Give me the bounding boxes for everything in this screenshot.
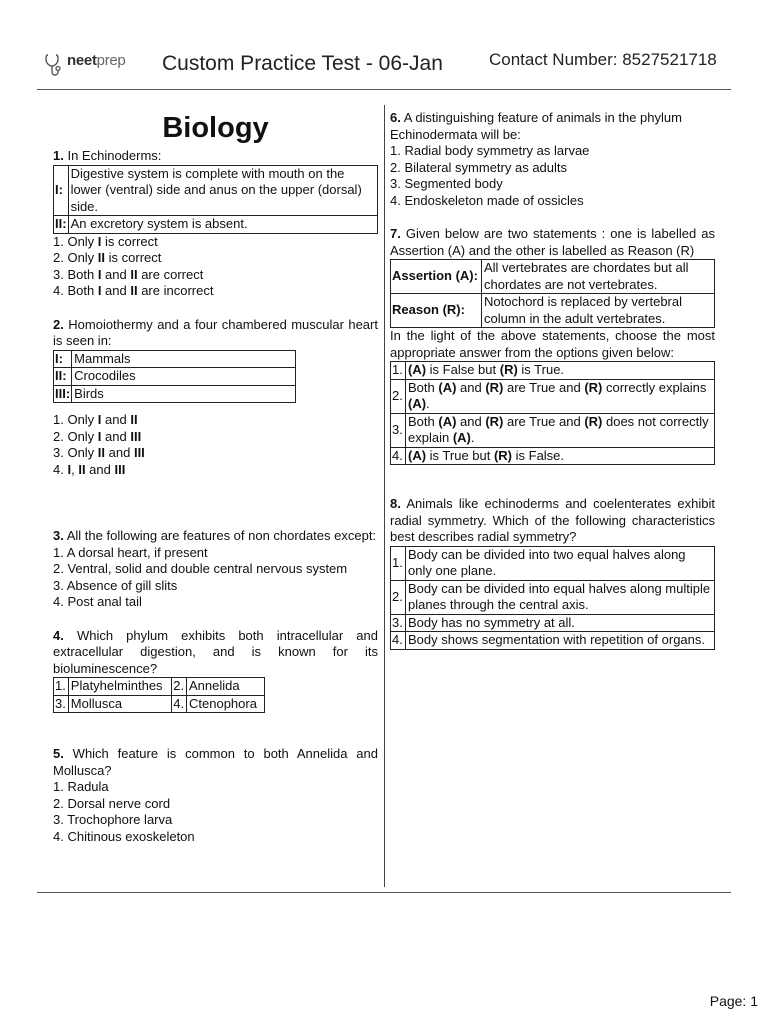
- option-4: 4. (A) is True but (R) is False.: [391, 447, 715, 465]
- question-number: 1.: [53, 148, 64, 163]
- option-grid: [53, 677, 265, 713]
- statement-text: Digestive system is complete with mouth on the lower (ventral) side and anus on the upper (dorsal) side.: [68, 165, 377, 216]
- question-number: 7.: [390, 226, 401, 241]
- statement-table: [53, 350, 296, 404]
- option-4: 4. Chitinous exoskeleton: [53, 828, 195, 844]
- question-1: [53, 148, 378, 300]
- option-4: 4. I, II and III: [53, 461, 126, 477]
- answer-options-table: [390, 361, 715, 465]
- table-row: Assertion (A): All vertebrates are chordates but all chordates are not vertebrates.: [391, 260, 715, 294]
- question-text: Animals like echinoderms and coelenterates exhibit radial symmetry. Which of the following characteristics best describes radial symmetry?: [390, 496, 715, 544]
- option-2: 2. Only II is correct: [53, 250, 162, 265]
- option-3: 3. Only II and III: [53, 445, 145, 460]
- option-1: 1. Radula: [53, 779, 109, 794]
- option-2: 2. Dorsal nerve cord: [53, 795, 171, 811]
- stethoscope-icon: [44, 53, 66, 79]
- question-4: [53, 628, 378, 714]
- question-number: 2.: [53, 316, 64, 332]
- logo-prep: prep: [96, 52, 126, 69]
- table-row: [54, 165, 378, 216]
- question-number: 3.: [53, 528, 64, 543]
- contact-number: Contact Number: 8527521718: [489, 50, 717, 69]
- neetprep-logo: [44, 53, 125, 79]
- option-2: 2. Only I and III: [53, 428, 142, 444]
- page-header: [0, 0, 768, 92]
- option-4: 4. Endoskeleton made of ossicles: [390, 192, 584, 208]
- option-3: 3. Trochophore larva: [53, 812, 173, 827]
- option-2: 2. Both (A) and (R) are True and (R) correctly explains (A).: [391, 379, 715, 413]
- answer-options-table: [390, 546, 715, 650]
- question-text: Which phylum exhibits both intracellular and extracellular digestion, and is known for its bioluminescence?: [53, 627, 378, 676]
- question-text: In Echinoderms:: [67, 148, 162, 163]
- question-5: [53, 746, 378, 845]
- option-1: 1. A dorsal heart, if present: [53, 544, 208, 560]
- option-1: 1. Radial body symmetry as larvae: [390, 143, 590, 158]
- statement-text: An excretory system is absent.: [68, 216, 377, 234]
- logo-neet: neet: [67, 52, 97, 69]
- option-3: 3. Both (A) and (R) are True and (R) does not correctly explain (A).: [391, 413, 715, 447]
- question-3: [53, 528, 378, 611]
- option-1: 1. (A) is False but (R) is True.: [391, 362, 715, 380]
- question-number: 6.: [390, 110, 401, 125]
- question-8: [390, 496, 715, 650]
- question-7: [390, 226, 715, 465]
- option-3: 3. Segmented body: [390, 176, 503, 191]
- table-row: II: Crocodiles: [54, 368, 296, 386]
- right-column: [390, 107, 715, 650]
- question-text: Given below are two statements : one is labelled as Assertion (A) and the other is labelled as Reason (R): [390, 226, 715, 258]
- option-3: 3. Absence of gill slits: [53, 577, 178, 593]
- option-4: 4. Body shows segmentation with repetition of organs.: [391, 632, 715, 650]
- instruction-text: In the light of the above statements, choose the most appropriate answer from the options given below:: [390, 328, 715, 360]
- table-row: [54, 216, 378, 234]
- question-number: 8.: [390, 496, 401, 511]
- option-1: 1. Only I is correct: [53, 233, 158, 249]
- column-divider: [384, 105, 385, 887]
- statement-table: [53, 165, 378, 234]
- option-1: 1. Only I and II: [53, 412, 138, 427]
- option-2: 2. Ventral, solid and double central nervous system: [53, 561, 348, 576]
- question-text: Which feature is common to both Annelida and Mollusca?: [53, 746, 378, 778]
- option-4: 4. Post anal tail: [53, 594, 142, 609]
- question-number: 4.: [53, 627, 64, 643]
- table-row: Reason (R): Notochord is replaced by vertebral column in the adult vertebrates.: [391, 294, 715, 328]
- question-2: [53, 317, 378, 479]
- option-2: 2. Bilateral symmetry as adults: [390, 159, 568, 175]
- question-text: A distinguishing feature of animals in the phylum Echinodermata will be:: [390, 110, 682, 142]
- header-divider: [37, 89, 731, 90]
- option-2: 2. Body can be divided into equal halves along multiple planes through the central axis.: [391, 580, 715, 614]
- statement-label: II:: [55, 216, 67, 231]
- statement-label: I:: [54, 165, 69, 216]
- option-3: 3. Both I and II are correct: [53, 266, 204, 282]
- question-number: 5.: [53, 746, 64, 761]
- question-6: [390, 110, 715, 209]
- footer-divider: [37, 892, 731, 893]
- question-text: Homoiothermy and a four chambered muscular heart is seen in:: [53, 316, 378, 348]
- page-title: Custom Practice Test - 06-Jan: [162, 52, 443, 75]
- left-column: [53, 107, 378, 845]
- question-text: All the following are features of non chordates except:: [66, 528, 377, 543]
- table-row: 3. Mollusca 4. Ctenophora: [54, 695, 265, 713]
- table-row: 1. Platyhelminthes 2. Annelida: [54, 678, 265, 696]
- page-number: Page: 1: [709, 993, 758, 1009]
- option-1: 1. Body can be divided into two equal halves along only one plane.: [391, 546, 715, 580]
- subject-heading: Biology: [162, 112, 269, 144]
- table-row: III: Birds: [54, 385, 296, 403]
- option-4: 4. Both I and II are incorrect: [53, 283, 214, 298]
- table-row: I: Mammals: [54, 350, 296, 368]
- assertion-reason-table: [390, 259, 715, 328]
- option-3: 3. Body has no symmetry at all.: [391, 614, 715, 632]
